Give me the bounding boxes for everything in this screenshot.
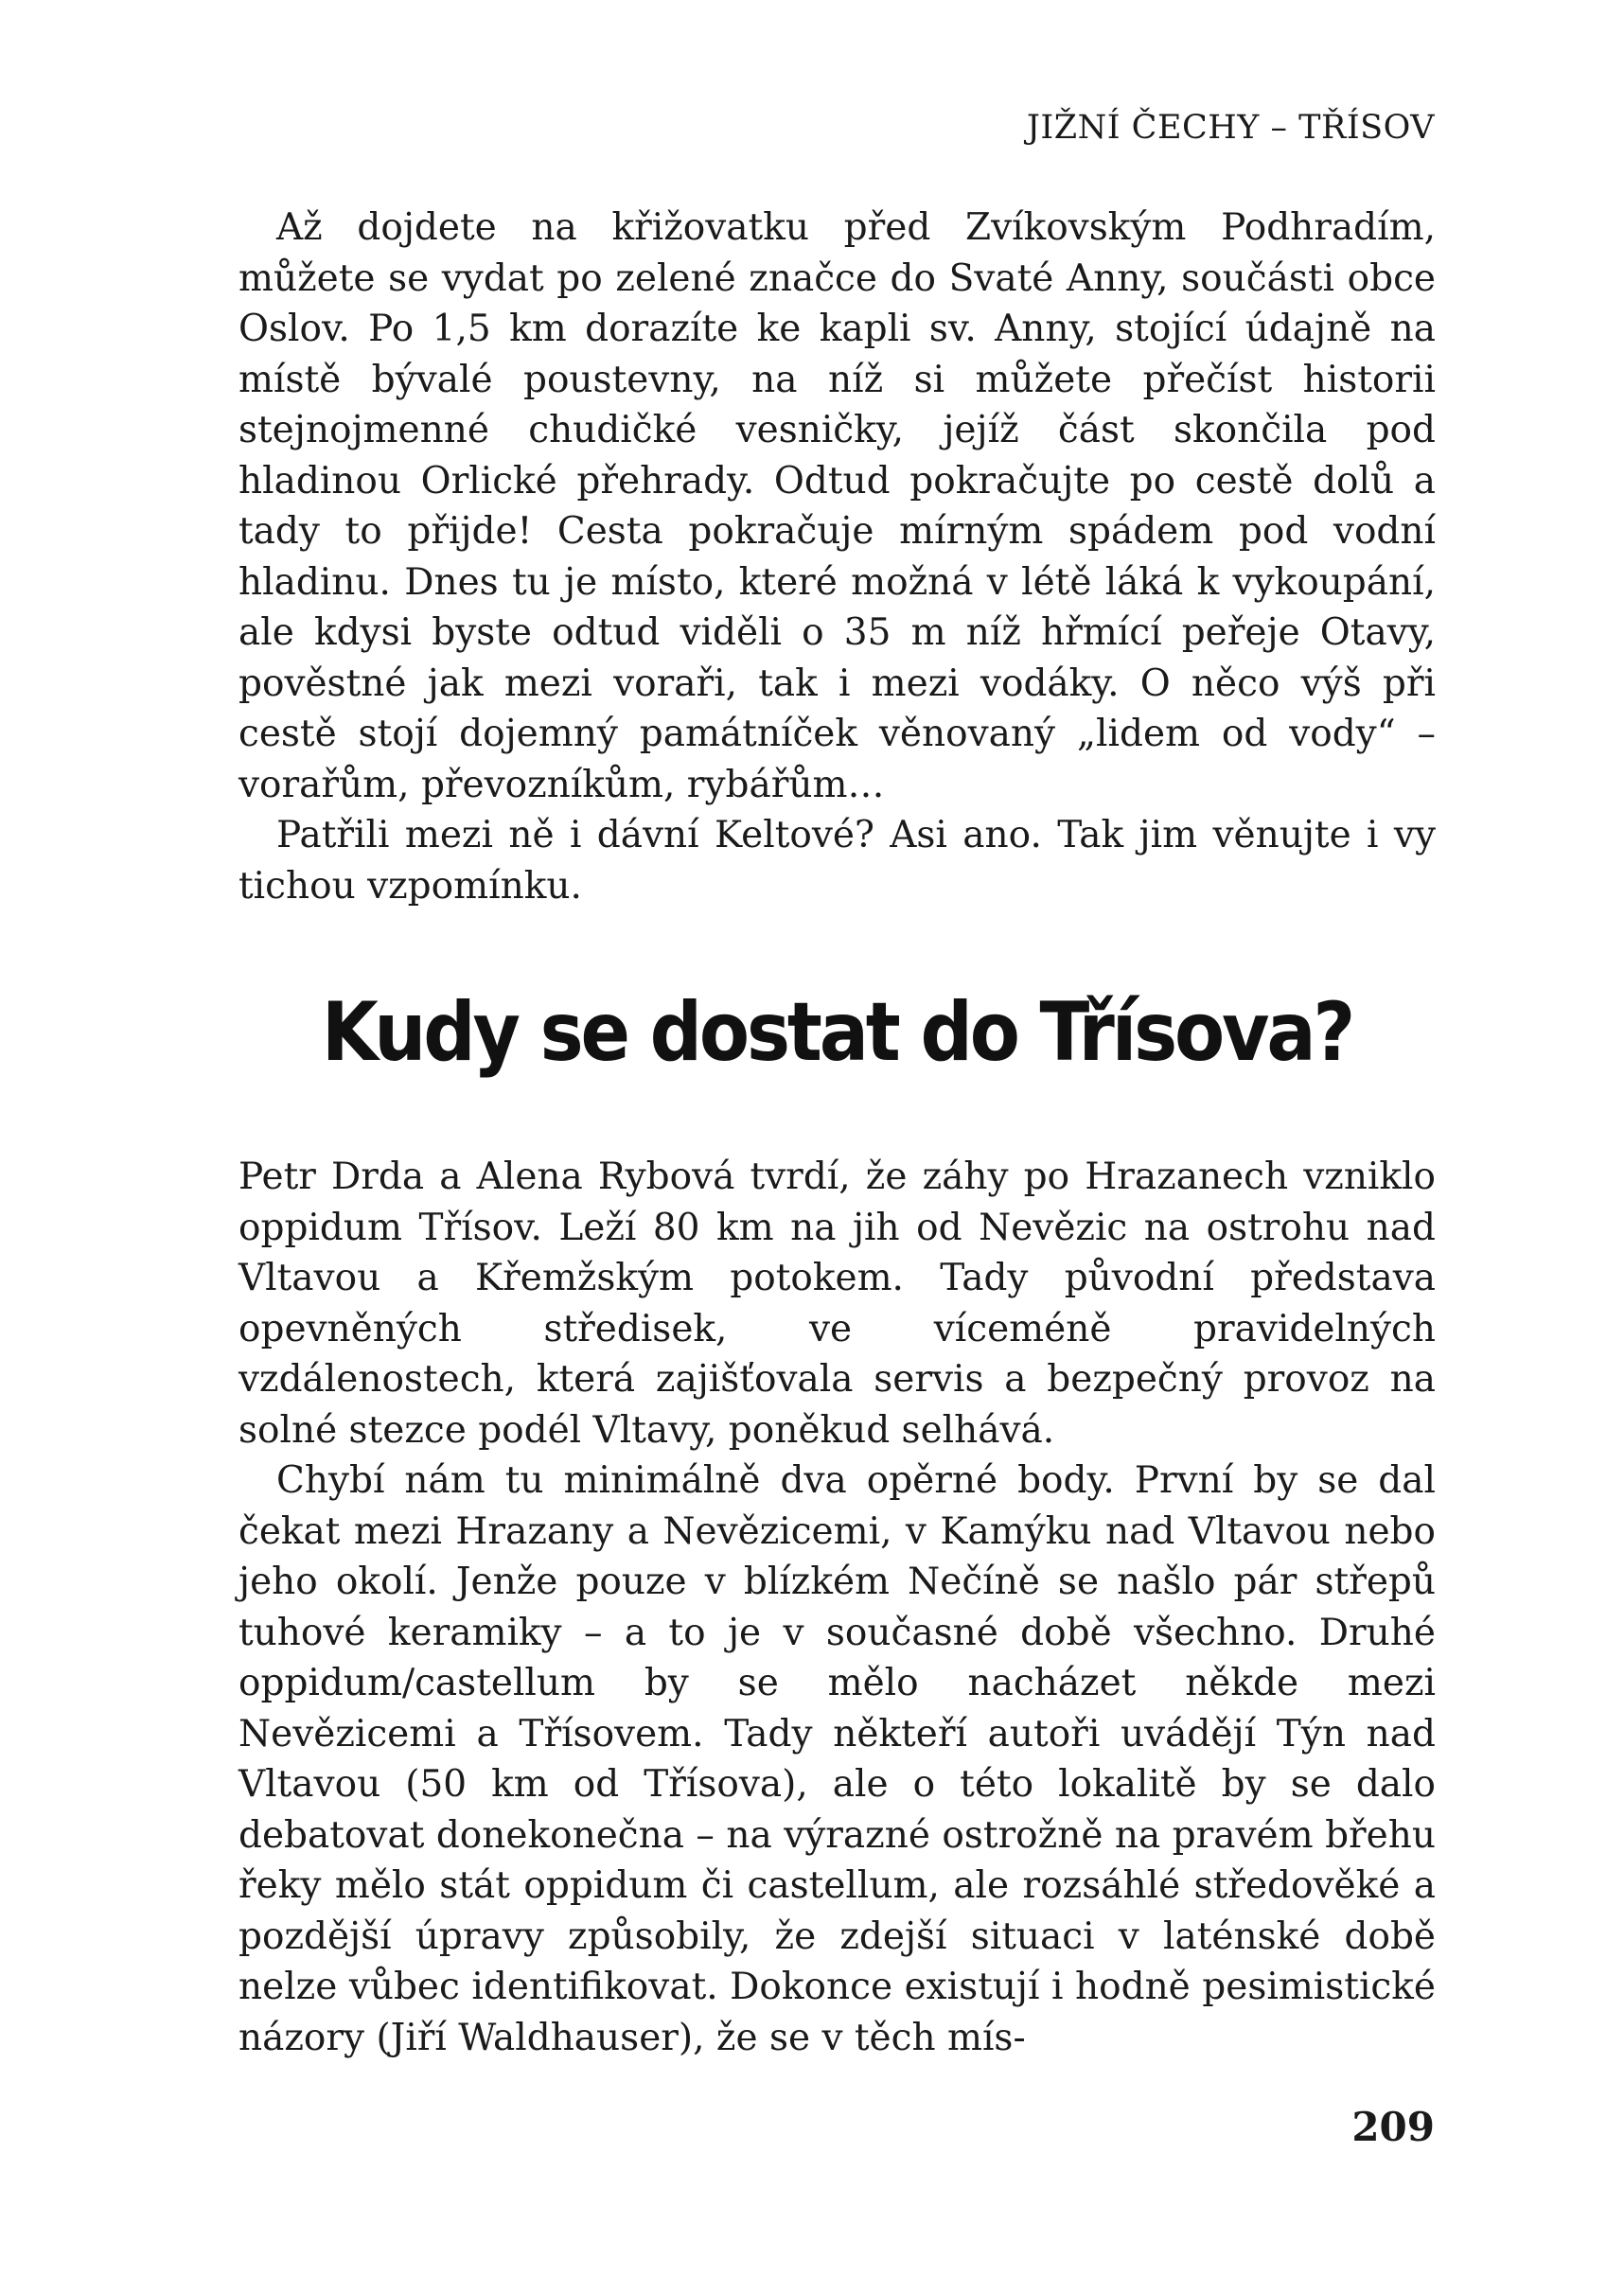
paragraph: Patřili mezi ně i dávní Keltové? Asi ano. Tak jim věnujte i vy tichou vzpomínku. [238,814,1436,908]
text-section-intro [238,203,1436,911]
paragraph: Až dojdete na křižovatku před Zvíkovským Podhradím, můžete se vydat po zelené značce do Svaté Anny, součásti obce Oslov. Po 1,5 km dorazíte ke kapli sv. Anny, stojící údajně na místě bývalé poustevny, na níž si můžete přečíst historii stejnojmenné chudičké vesničky, jejíž část skončila pod hladinou Orlické přehrady. Odtud pokračujte po cestě dolů a tady to přijde! Cesta pokračuje mírným spádem pod vodní hladinu. Dnes tu je místo, které možná v létě láká k vykoupání, ale kdysi byste odtud viděli o 35 m níž hřmící peřeje Otavy, pověstné jak mezi voraři, tak i mezi vodáky. O něco výš při cestě stojí dojemný památníček věnovaný „lidem od vody“ – vorařům, převozníkům, rybářům… [238,206,1436,806]
section-heading: Kudy se dostat do Třísova? [321,985,1353,1080]
running-head: JIŽNÍ ČECHY – TŘÍSOV [1026,109,1435,147]
paragraph: Chybí nám tu minimálně dva opěrné body. První by se dal čekat mezi Hrazany a Nevězicemi, v Kamýku nad Vltavou nebo jeho okolí. Jenže pouze v blízkém Nečíně se našlo pár střepů tuhové keramiky – a to je v současné době všechno. Druhé oppidum/castellum by se mělo nacházet někde mezi Nevězicemi a Třísovem. Tady někteří autoři uvádějí Týn nad Vltavou (50 km od Třísova), ale o této lokalitě by se dalo debatovat donekonečna – na výrazné ostrožně na pravém břehu řeky mělo stát oppidum či castellum, ale rozsáhlé středověké a pozdější úpravy způsobily, že zdejší situaci v laténské době nelze vůbec identifikovat. Dokonce existují i hodně pesimistické názory (Jiří Waldhauser), že se v těch mís- [238,1459,1436,2059]
page-number: 209 [1351,2104,1435,2150]
text-section-main [238,1152,1436,2063]
paragraph: Petr Drda a Alena Rybová tvrdí, že záhy po Hrazanech vzniklo oppidum Třísov. Leží 80 km na jih od Nevězic na ostrohu nad Vltavou a Křemžským potokem. Tady původní představa opevněných středisek, ve víceméně pravidelných vzdálenostech, která zajišťovala servis a bezpečný provoz na solné stezce podél Vltavy, poněkud selhává. [238,1156,1436,1452]
